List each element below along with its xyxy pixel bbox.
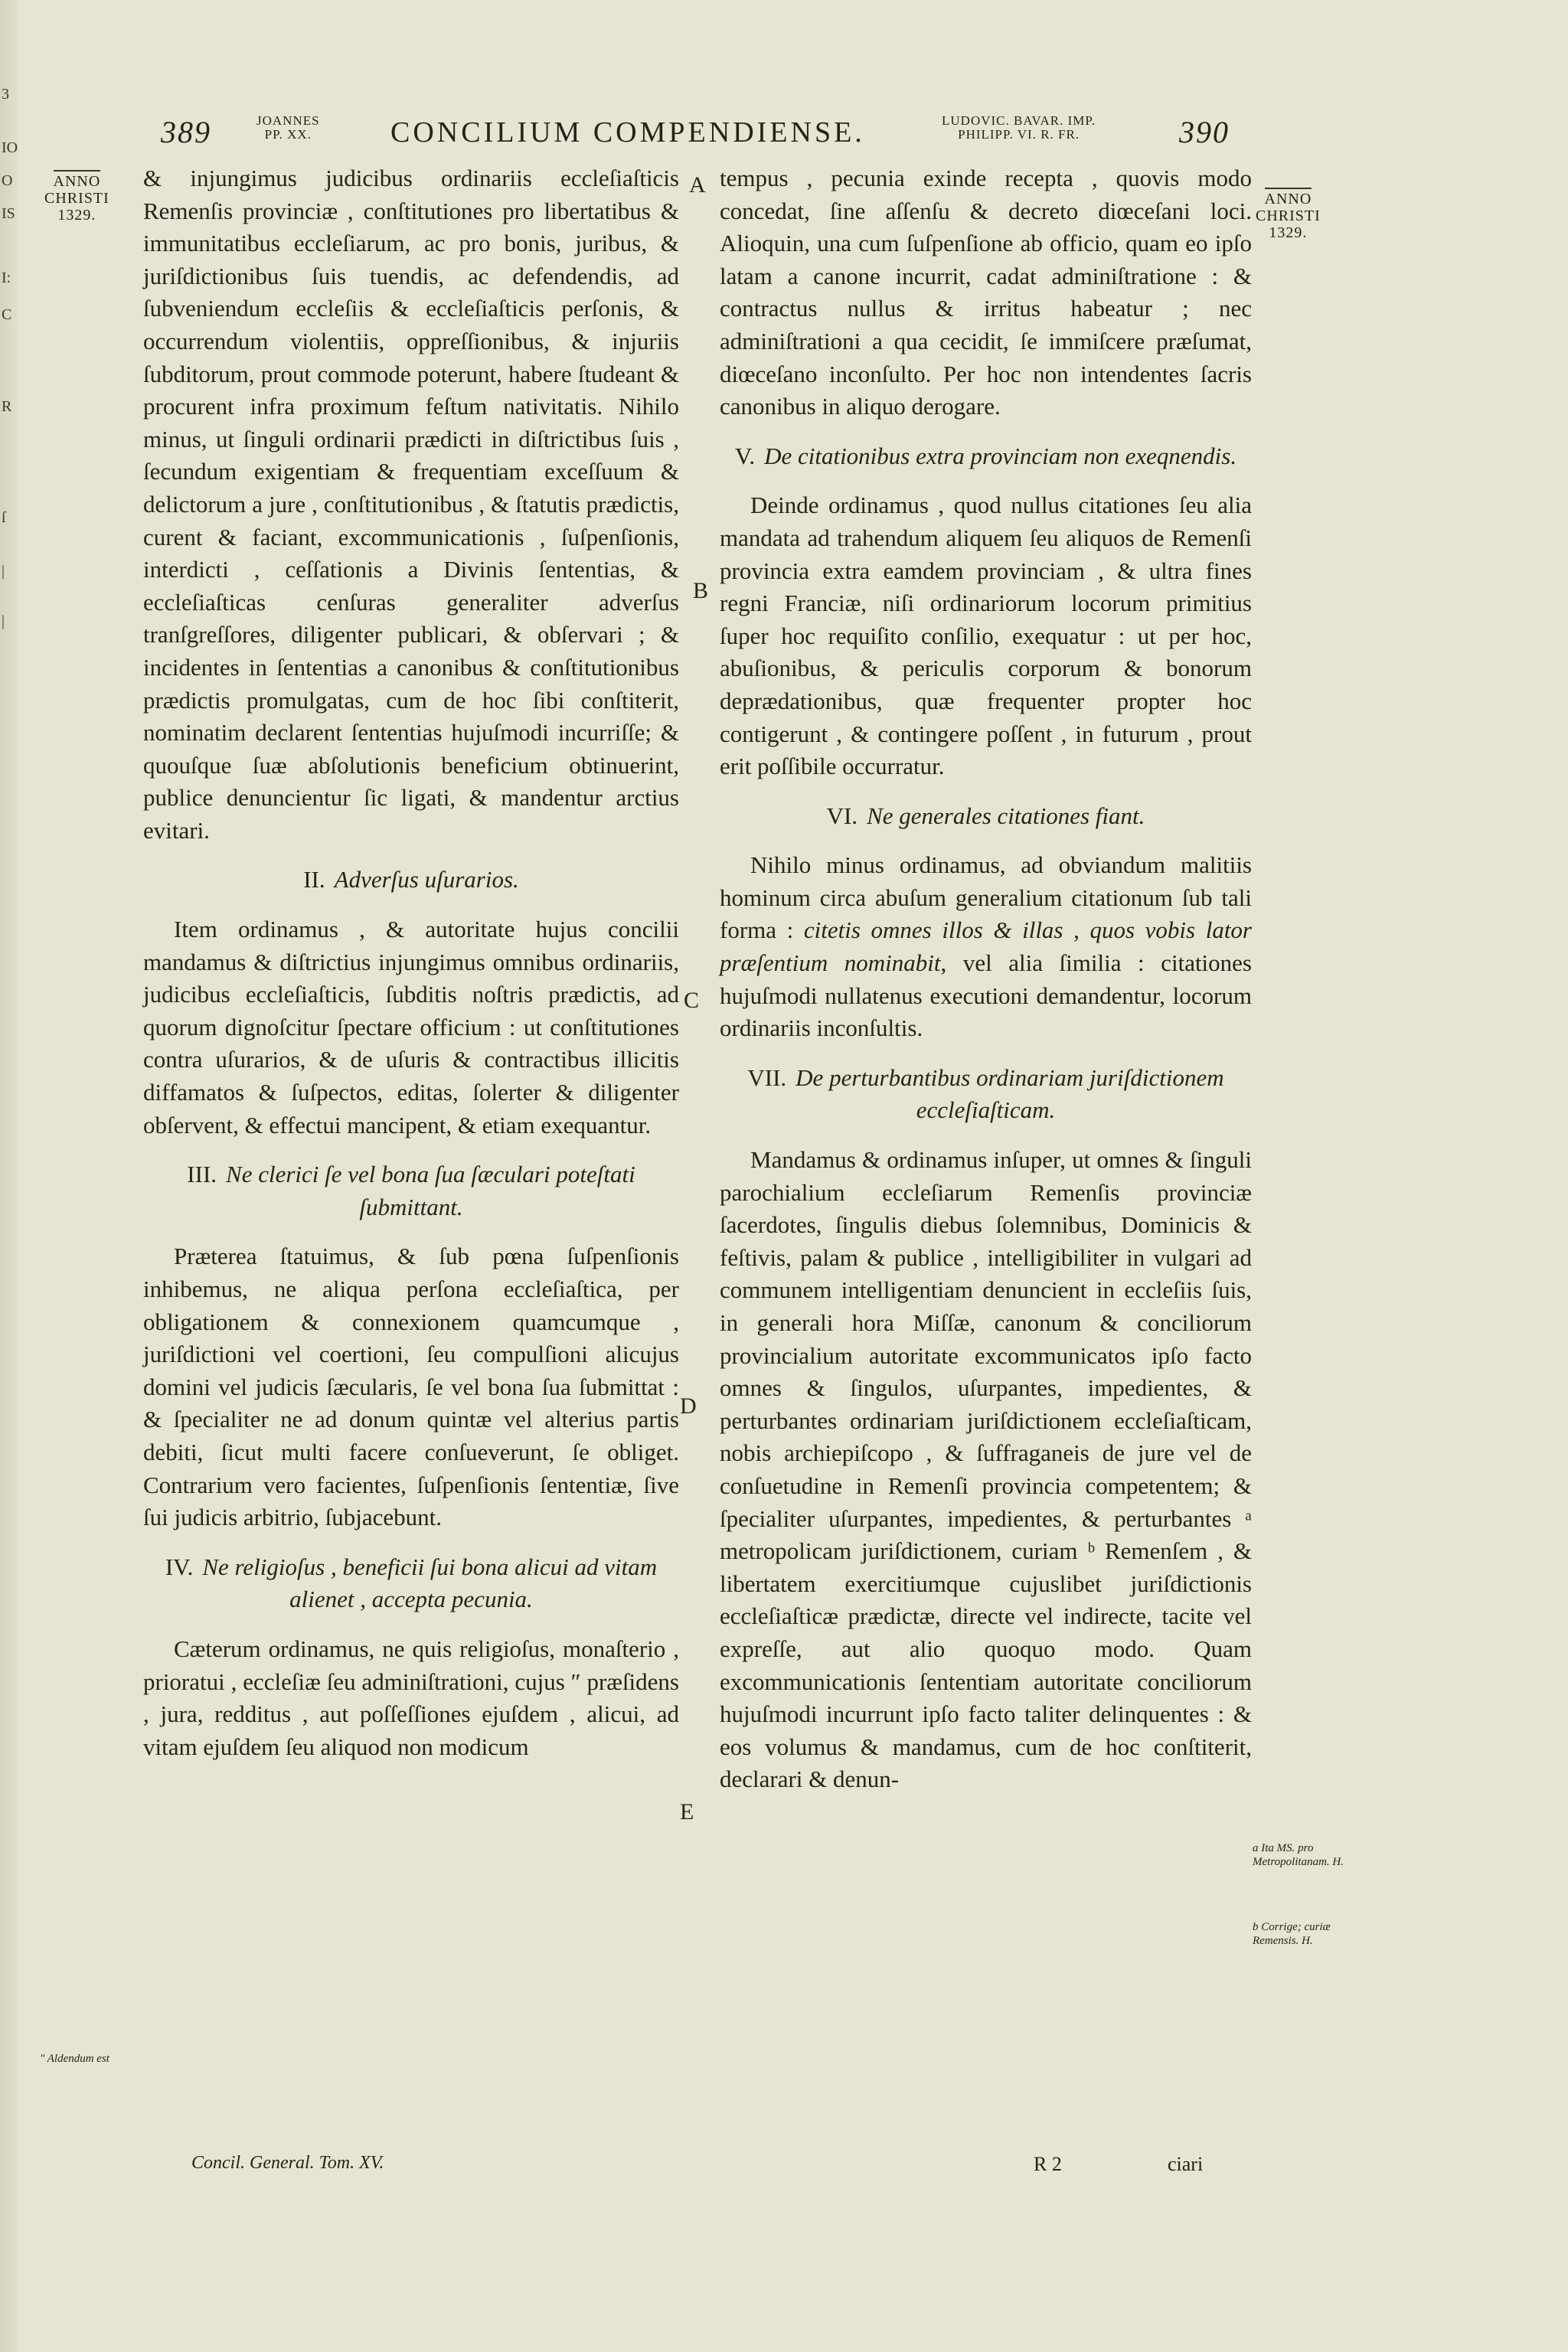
paragraph: [720, 849, 1252, 1045]
section-number: V.: [734, 442, 756, 469]
section-title: Ne religioſus , beneficii ſui bona alicui ad vitam alienet , accepta pecunia.: [202, 1553, 658, 1613]
section-title: De perturbantibus ordinariam juriſdictionem eccleſiaſticam.: [795, 1063, 1224, 1124]
section-heading: [143, 1158, 679, 1223]
section-letter-e: E: [680, 1799, 694, 1824]
king-heading: [942, 114, 1096, 142]
spine-mark: O: [2, 172, 13, 189]
anno-label: ANNO: [1265, 188, 1312, 207]
year-label: 1329.: [57, 207, 96, 224]
emperor-line: LUDOVIC. BAVAR. IMP.: [942, 113, 1096, 128]
running-title: CONCILIUM COMPENDIENSE.: [390, 116, 865, 149]
spine-mark: |: [2, 563, 5, 580]
left-margin-year: [44, 170, 109, 224]
right-column: [720, 162, 1252, 1796]
section-heading: [720, 440, 1252, 473]
paragraph: Deinde ordinamus , quod nullus citationes ſeu alia mandata ad trahendum aliquem ſeu aliquos de Remenſi provincia extra eamdem provinciam , & ultra fines regni Franciæ, niſi ordinariorum locorum primitius ſuper hoc requiſito conſilio, exequatur : ut per hoc, abuſionibus, & periculis corporum & bonorum deprædationibus, quæ frequenter propter hoc contigerunt , & contingere poſſent , in futurum , prout erit poſſibile occurratur.: [720, 492, 1252, 780]
running-header: [161, 111, 1386, 165]
gathering-signature: R 2: [1034, 2153, 1062, 2175]
pope-name: JOANNES: [256, 113, 320, 128]
catchword: ciari: [1168, 2153, 1204, 2175]
right-margin-year: [1256, 188, 1321, 241]
section-number: II.: [303, 866, 325, 893]
section-title: Adverſus uſurarios.: [334, 866, 519, 893]
christi-label: CHRISTI: [1256, 207, 1321, 224]
paragraph: Item ordinamus , & autoritate hujus concilii mandamus & diſtrictius injungimus omnibus ordinariis, judicibus eccleſiaſticis, ſubditis noſtris prædictis, ad quorum dignoſcitur ſpectare officium : ut conſtitutiones contra uſurarios, & de uſuris & contractibus illicitis diffamatos & ſuſpectos, editas, ſolerter & diligenter obſervent, & effectui mancipent, & etiam exequantur.: [143, 916, 679, 1138]
right-marginal-note-b: b Corrige; curiæ Remensis. H.: [1253, 1921, 1331, 1947]
section-title: De citationibus extra provinciam non exeqnendis.: [764, 442, 1237, 469]
spine-mark: ſ: [2, 509, 6, 526]
section-heading: [143, 864, 679, 897]
christi-label: CHRISTI: [44, 190, 109, 207]
section-title: Ne clerici ſe vel bona ſua ſæculari poteſtati ſubmittant.: [226, 1161, 635, 1220]
section-letter-b: B: [693, 578, 709, 603]
left-column: [143, 162, 679, 1763]
right-page-number: 390: [1179, 115, 1230, 149]
section-heading: [143, 1551, 679, 1616]
spine-mark: I:: [2, 270, 11, 286]
section-heading: [720, 1062, 1252, 1127]
section-number: VII.: [747, 1063, 787, 1091]
volume-signature: Concil. General. Tom. XV.: [191, 2153, 384, 2173]
pope-title: PP. XX.: [264, 127, 312, 142]
citation-formula: citetis omnes illos & illas , quos vobis lator præſentium nominabit: [720, 916, 1253, 977]
paragraph: Cæterum ordinamus, ne quis religioſus, monaſterio , prioratui , eccleſiæ ſeu adminiſtrationi, cujus ″ præſidens , jura, redditus , aut poſſeſſiones ejuſdem , alicui, ad vitam ejuſdem ſeu aliquod non modicum: [143, 1635, 679, 1760]
section-letter-a: A: [689, 172, 706, 198]
king-line: PHILIPP. VI. R. FR.: [958, 127, 1080, 142]
paragraph: Præterea ſtatuimus, & ſub pœna ſuſpenſionis inhibemus, ne aliqua perſona eccleſiaſtica, per obligationem & connexionem quamcumque , juriſdictioni vel coertioni, ſeu compulſioni alicujus domini vel judicis ſæcularis, ſe vel bona ſua ſubmittat : & ſpecialiter ne ad donum quintæ vel alterius partis debiti, ſicut multi facere conſueverunt, ſe obliget. Contrarium vero facientes, ſuſpenſionis ſententiæ, ſive ſui judicis arbitrio, ſubjacebunt.: [143, 1243, 679, 1531]
paragraph: tempus , pecunia exinde recepta , quovis modo concedat, ſine aſſenſu & decreto diœceſani loci. Alioquin, una cum ſuſpenſione ab officio, quam eo ipſo latam a canone incurrit, cadat adminiſtratione : & contractus nullus & irritus habeatur ; nec adminiſtrationi a qua cecidit, ſe immiſcere præſumat, diœceſano inconſulto. Per hoc non intendentes ſacris canonibus in aliquo derogare.: [720, 165, 1252, 420]
paragraph-text: , vel alia ſimilia : citationes hujuſmodi nullatenus executioni demandentur, locorum ordinariis inconſultis.: [720, 949, 1252, 1042]
spine-mark: IS: [2, 205, 15, 222]
left-marginal-note: [40, 2052, 132, 2066]
section-letter-c: C: [684, 988, 700, 1013]
spine-mark: C: [2, 306, 12, 323]
section-number: III.: [187, 1161, 217, 1188]
section-letter-d: D: [680, 1393, 697, 1419]
paragraph-text: Nihilo minus ordinamus, ad obviandum malitiis hominum circa abuſum generalium citationum ſub tali forma :: [720, 851, 1252, 944]
left-page-number: 389: [161, 115, 211, 149]
section-number: VI.: [826, 802, 858, 829]
spine-mark: 3: [2, 86, 9, 103]
note-mark: ″: [40, 2053, 45, 2065]
note-text: Aldendum est: [47, 2053, 109, 2065]
spine-mark: R: [2, 398, 12, 415]
section-heading: [720, 800, 1252, 833]
book-spine-edge: [0, 0, 18, 2352]
spine-mark: IO: [2, 139, 18, 156]
year-label: 1329.: [1269, 224, 1308, 241]
pope-heading: [256, 114, 320, 142]
section-title: Ne generales citationes fiant.: [867, 802, 1145, 829]
paragraph: & injungimus judicibus ordinariis eccleſiaſticis Remenſis provinciæ , conſtitutiones pro libertatibus & immunitatibus eccleſiarum, ac pro bonis, juribus, & juriſdictionibus ſuis tuendis, ac defendendis, ad ſubveniendum eccleſiis & eccleſiaſticis perſonis, & occurrendum violentiis, oppreſſionibus, & injuriis ſubditorum, prout commode poterunt, habere ſtudeant & procurent infra proximum feſtum nativitatis. Nihilo minus, ut ſinguli ordinarii prædicti in diſtrictibus ſuis , ſecundum exigentiam & frequentiam exceſſuum & delictorum a jure , conſtitutionibus , & ſtatutis prædictis, curent & faciant, excommunicationis , ſuſpenſionis, interdicti , ceſſationis a Divinis ſententias, & eccleſiaſticas cenſuras generaliter adverſus tranſgreſſores, diligenter publicari, & obſervari ; & incidentes in ſententias a canonibus & conſtitutionibus prædictis promulgatas, cum de hoc ſibi conſtiterit, nominatim declarent ſententias hujuſmodi incurriſſe; & quouſque ſuæ abſolutionis beneficium obtinuerint, publice denuncientur ſic ligati, & mandentur arctius evitari.: [143, 165, 679, 844]
section-number: IV.: [165, 1553, 194, 1580]
anno-label: ANNO: [54, 170, 101, 190]
right-marginal-note-a: a Ita MS. pro Metropolitanam. H.: [1253, 1842, 1344, 1868]
paragraph: Mandamus & ordinamus inſuper, ut omnes & ſinguli parochialium eccleſiarum Remenſis provinciæ ſacerdotes, ſingulis diebus ſolemnibus, Dominicis & feſtivis, palam & publice , intelligibiliter in vulgari ad communem intelligentiam denuncient in eccleſiis ſuis, in generali hora Miſſæ, canonum & conciliorum provincialium autoritate excommunicatos ipſo facto omnes & ſingulos, uſurpantes, impedientes, & perturbantes ordinariam juriſdictionem eccleſiaſticam, nobis archiepiſcopo , & ſuffraganeis de jure vel de conſuetudine in Remenſi provincia competentem; & ſpecialiter uſurpantes, impedientes, & perturbantes ᵃ metropolicam juriſdictionem, curiam ᵇ Remenſem , & libertatem exercitiumque cujuslibet juriſdictionis eccleſiaſticæ prædictæ, directe vel indirecte, tacite vel expreſſe, aut alio quoquo modo. Quam excommunicationis ſententiam autoritate conciliorum hujuſmodi incurrunt ipſo facto taliter delinquentes : & eos volumus & mandamus, cum de hoc conſtiterit, declarari & denun-: [720, 1146, 1252, 1793]
spine-mark: |: [2, 612, 5, 629]
